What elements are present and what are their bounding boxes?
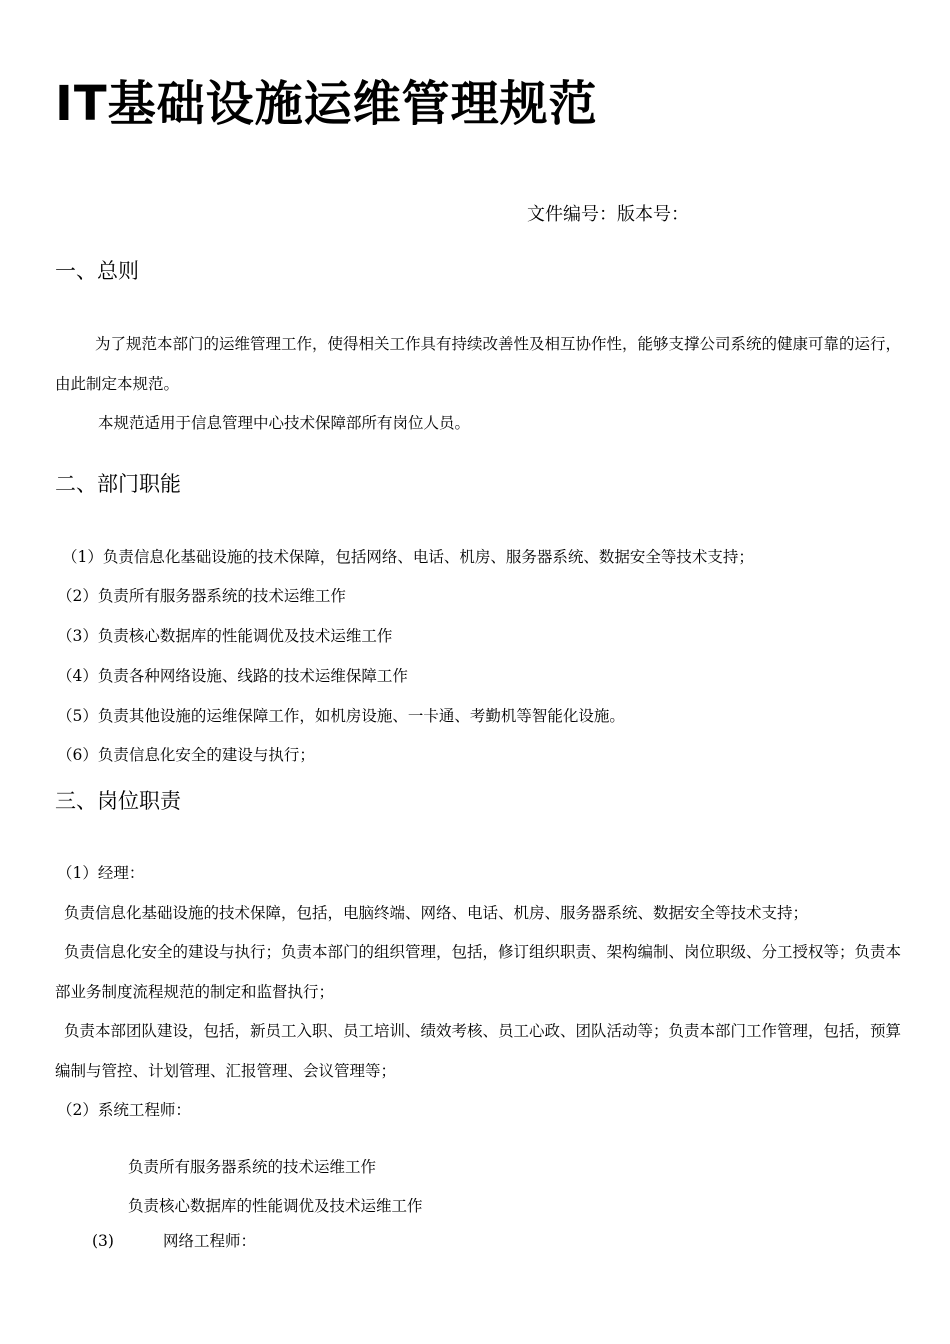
general-paragraph-1: 为了规范本部门的运维管理工作，使得相关工作具有持续改善性及相互协作性，能够支撑公司系统的健康可靠的运行，由此制定本规范。 bbox=[55, 335, 902, 393]
function-item-6: （6）负责信息化安全的建设与执行； bbox=[57, 746, 315, 764]
function-item-2: （2）负责所有服务器系统的技术运维工作 bbox=[57, 587, 346, 605]
section-heading-duties: 三、岗位职责 bbox=[55, 789, 181, 813]
manager-duty-1: 负责信息化基础设施的技术保障，包括，电脑终端、网络、电话、机房、服务器系统、数据安全等技术支持； bbox=[64, 904, 809, 922]
sysengineer-duty-2: 负责核心数据库的性能调优及技术运维工作 bbox=[128, 1197, 423, 1215]
manager-duty-2: 负责信息化安全的建设与执行；负责本部门的组织管理，包括，修订组织职责、架构编制、岗位职级、分工授权等；负责本部业务制度流程规范的制定和监督执行； bbox=[55, 943, 902, 1001]
function-item-3: （3）负责核心数据库的性能调优及技术运维工作 bbox=[57, 627, 393, 645]
section-heading-general: 一、总则 bbox=[55, 259, 139, 283]
neteng-number: (3) bbox=[92, 1232, 114, 1250]
neteng-label: 网络工程师： bbox=[163, 1232, 257, 1250]
manager-label: （1）经理： bbox=[57, 864, 145, 882]
function-item-5: （5）负责其他设施的运维保障工作，如机房设施、一卡通、考勤机等智能化设施。 bbox=[57, 707, 625, 725]
document-title: IT基础设施运维管理规范 bbox=[55, 76, 598, 132]
sysengineer-label: （2）系统工程师： bbox=[57, 1101, 191, 1119]
section-heading-functions: 二、部门职能 bbox=[55, 472, 181, 496]
general-paragraph-2: 本规范适用于信息管理中心技术保障部所有岗位人员。 bbox=[98, 414, 471, 432]
function-item-1: （1）负责信息化基础设施的技术保障，包括网络、电话、机房、服务器系统、数据安全等技术支持； bbox=[62, 548, 754, 566]
manager-duty-3: 负责本部团队建设，包括，新员工入职、员工培训、绩效考核、员工心政、团队活动等；负责本部门工作管理，包括，预算编制与管控、计划管理、汇报管理、会议管理等； bbox=[55, 1022, 902, 1080]
function-item-4: （4）负责各种网络设施、线路的技术运维保障工作 bbox=[57, 667, 408, 685]
doc-number-line: 文件编号：版本号： bbox=[527, 204, 689, 225]
sysengineer-duty-1: 负责所有服务器系统的技术运维工作 bbox=[128, 1158, 377, 1176]
